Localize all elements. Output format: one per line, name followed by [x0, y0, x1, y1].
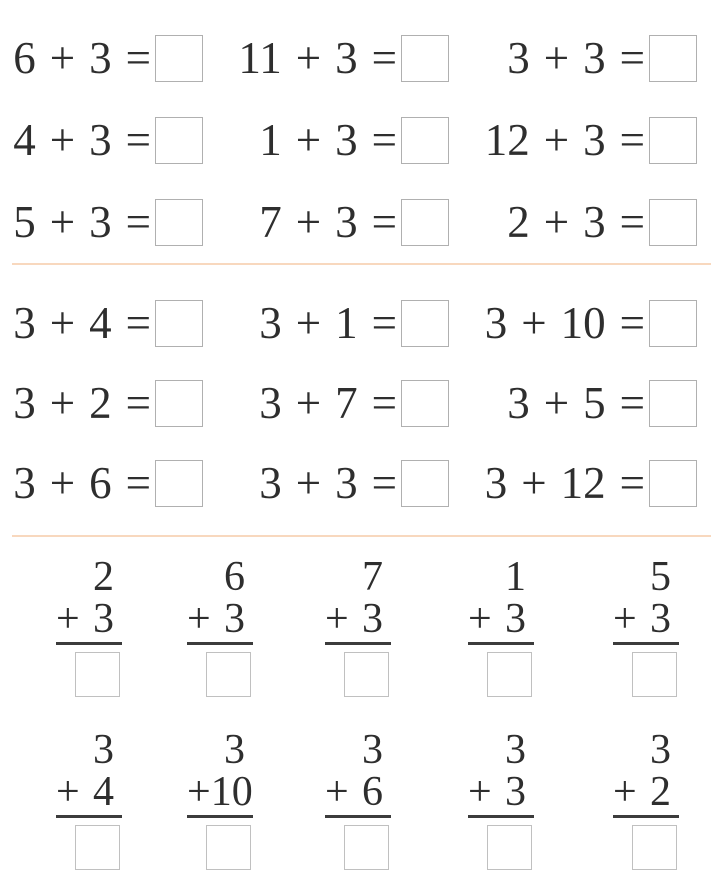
- addend-first: 3: [259, 458, 282, 508]
- vertical-addition-problem: [613, 729, 679, 870]
- addition-problem: [203, 298, 449, 348]
- addend-first: 5: [650, 554, 671, 600]
- addend-first: 3: [650, 727, 671, 773]
- answer-box[interactable]: [155, 300, 203, 347]
- answer-box[interactable]: [401, 460, 449, 507]
- equals-sign: =: [125, 378, 151, 428]
- answer-box[interactable]: [344, 825, 389, 870]
- plus-sign: +: [49, 115, 76, 165]
- addend-first: 3: [507, 33, 530, 83]
- addend-second: 3: [583, 33, 606, 83]
- section-divider: [12, 535, 711, 537]
- section-divider: [12, 263, 711, 265]
- addition-problem: [203, 458, 449, 508]
- equals-sign: =: [125, 458, 151, 508]
- plus-sign: +: [295, 298, 322, 348]
- section-horizontal-addition-2: [0, 298, 725, 508]
- addend-first: 7: [362, 554, 383, 600]
- problem-row: [0, 298, 725, 348]
- answer-box[interactable]: [155, 35, 203, 82]
- answer-box[interactable]: [206, 825, 251, 870]
- equation-text: [13, 115, 151, 165]
- equation-text: [13, 33, 151, 83]
- answer-box[interactable]: [632, 825, 677, 870]
- addend-second: 3: [335, 33, 358, 83]
- equation-text: [507, 378, 645, 428]
- addend-line: [187, 771, 253, 813]
- addend-first: 3: [505, 727, 526, 773]
- problem-row: [0, 33, 725, 83]
- addend-first: 2: [93, 554, 114, 600]
- addend-first: 3: [362, 727, 383, 773]
- equation-text: [507, 197, 645, 247]
- answer-box[interactable]: [649, 460, 697, 507]
- vertical-addition-problem: [468, 556, 534, 697]
- equation-text: [259, 197, 397, 247]
- equals-sign: =: [371, 378, 397, 428]
- addend-line: [325, 598, 391, 640]
- answer-box[interactable]: [401, 300, 449, 347]
- section-vertical-addition: [0, 556, 725, 870]
- plus-sign: +: [49, 298, 76, 348]
- addend-second: 3: [335, 115, 358, 165]
- addition-problem: [0, 378, 203, 428]
- sum-line: [613, 815, 679, 818]
- equals-sign: =: [371, 115, 397, 165]
- addend-second: 3: [335, 197, 358, 247]
- equals-sign: =: [619, 298, 645, 348]
- answer-box[interactable]: [487, 825, 532, 870]
- equation-text: [259, 458, 397, 508]
- plus-sign: +: [56, 769, 80, 815]
- plus-sign: +: [49, 378, 76, 428]
- plus-sign: +: [187, 769, 211, 815]
- plus-sign: +: [521, 298, 547, 348]
- addend-second: 2: [650, 769, 671, 815]
- equals-sign: =: [371, 458, 397, 508]
- plus-sign: +: [543, 197, 570, 247]
- addend-second: 3: [89, 197, 112, 247]
- addend-first: 3: [13, 378, 36, 428]
- answer-box[interactable]: [649, 117, 697, 164]
- answer-box[interactable]: [649, 300, 697, 347]
- answer-box[interactable]: [649, 380, 697, 427]
- sum-line: [187, 642, 253, 645]
- equals-sign: =: [125, 197, 151, 247]
- addend-first: 3: [507, 378, 530, 428]
- vertical-addition-problem: [468, 729, 534, 870]
- vertical-addition-problem: [187, 729, 253, 870]
- sum-line: [56, 815, 122, 818]
- addend-first: 2: [507, 197, 530, 247]
- addend-second: 10: [560, 298, 606, 348]
- answer-box[interactable]: [75, 825, 120, 870]
- addition-problem: [203, 197, 449, 247]
- equation-text: [13, 458, 151, 508]
- addend-line: [468, 771, 534, 813]
- plus-sign: +: [295, 115, 322, 165]
- equals-sign: =: [125, 33, 151, 83]
- addend-second: 5: [583, 378, 606, 428]
- addition-problem: [449, 115, 697, 165]
- addend-second: 12: [560, 458, 606, 508]
- equation-text: [259, 298, 397, 348]
- addend-first: 1: [505, 554, 526, 600]
- plus-sign: +: [295, 197, 322, 247]
- problem-row: [0, 197, 725, 247]
- answer-box[interactable]: [155, 117, 203, 164]
- addend-second: 6: [362, 769, 383, 815]
- answer-box[interactable]: [155, 199, 203, 246]
- addend-first: 3: [224, 727, 245, 773]
- vertical-addition-problem: [325, 556, 391, 697]
- addend-line: [613, 598, 679, 640]
- plus-sign: +: [543, 378, 570, 428]
- answer-box[interactable]: [632, 652, 677, 697]
- problem-row: [0, 556, 725, 697]
- sum-line: [613, 642, 679, 645]
- addend-line: [325, 771, 391, 813]
- addend-line: [56, 598, 122, 640]
- addend-first: 3: [13, 298, 36, 348]
- plus-sign: +: [325, 769, 349, 815]
- answer-box[interactable]: [401, 35, 449, 82]
- addition-problem: [0, 33, 203, 83]
- plus-sign: +: [543, 33, 570, 83]
- plus-sign: +: [468, 769, 492, 815]
- addition-problem: [203, 33, 449, 83]
- addend-first: 4: [13, 115, 36, 165]
- addend-first: 7: [259, 197, 282, 247]
- equals-sign: =: [371, 197, 397, 247]
- sum-line: [325, 642, 391, 645]
- addend-second: 7: [335, 378, 358, 428]
- addend-second: 4: [89, 298, 112, 348]
- addend-first: 3: [259, 298, 282, 348]
- addend-second: 3: [583, 115, 606, 165]
- vertical-addition-problem: [187, 556, 253, 697]
- addition-problem: [449, 33, 697, 83]
- answer-box[interactable]: [155, 380, 203, 427]
- equals-sign: =: [619, 115, 645, 165]
- addition-problem: [0, 197, 203, 247]
- equals-sign: =: [619, 197, 645, 247]
- equation-text: [13, 197, 151, 247]
- equation-text: [238, 33, 397, 83]
- plus-sign: +: [295, 33, 322, 83]
- addend-line: [613, 771, 679, 813]
- plus-sign: +: [468, 596, 492, 642]
- equation-text: [13, 378, 151, 428]
- problem-row: [0, 378, 725, 428]
- problem-row: [0, 729, 725, 870]
- addend-first: 6: [224, 554, 245, 600]
- answer-box[interactable]: [155, 460, 203, 507]
- addition-problem: [0, 458, 203, 508]
- plus-sign: +: [543, 115, 570, 165]
- addend-second: 3: [335, 458, 358, 508]
- addend-second: 3: [505, 596, 526, 642]
- addend-first: 3: [484, 458, 508, 508]
- equals-sign: =: [371, 298, 397, 348]
- answer-box[interactable]: [75, 652, 120, 697]
- equals-sign: =: [125, 115, 151, 165]
- addition-problem: [449, 298, 697, 348]
- equals-sign: =: [619, 458, 645, 508]
- addend-second: 4: [93, 769, 114, 815]
- sum-line: [468, 642, 534, 645]
- addend-second: 6: [89, 458, 112, 508]
- addend-first: 3: [93, 727, 114, 773]
- equation-text: [13, 298, 151, 348]
- addend-second: 1: [335, 298, 358, 348]
- addition-problem: [203, 115, 449, 165]
- problem-row: [0, 458, 725, 508]
- addend-second: 2: [89, 378, 112, 428]
- plus-sign: +: [49, 458, 76, 508]
- answer-box[interactable]: [649, 35, 697, 82]
- equation-text: [259, 378, 397, 428]
- addend-first: 3: [13, 458, 36, 508]
- sum-line: [325, 815, 391, 818]
- equation-text: [485, 458, 645, 508]
- vertical-addition-problem: [325, 729, 391, 870]
- plus-sign: +: [187, 596, 211, 642]
- answer-box[interactable]: [401, 380, 449, 427]
- section-horizontal-addition-1: [0, 33, 725, 247]
- addend-second: 3: [362, 596, 383, 642]
- answer-box[interactable]: [401, 199, 449, 246]
- addend-line: [56, 771, 122, 813]
- equation-text: [507, 33, 645, 83]
- addition-problem: [203, 378, 449, 428]
- addition-problem: [449, 197, 697, 247]
- plus-sign: +: [325, 596, 349, 642]
- equals-sign: =: [619, 33, 645, 83]
- addend-first: 6: [13, 33, 36, 83]
- problem-row: [0, 115, 725, 165]
- addend-second: 3: [93, 596, 114, 642]
- equation-text: [485, 298, 645, 348]
- sum-line: [187, 815, 253, 818]
- answer-box[interactable]: [206, 652, 251, 697]
- plus-sign: +: [521, 458, 547, 508]
- addition-problem: [0, 115, 203, 165]
- addend-second: 3: [650, 596, 671, 642]
- equals-sign: =: [125, 298, 151, 348]
- addend-first: 1: [259, 115, 282, 165]
- equals-sign: =: [371, 33, 397, 83]
- addend-line: [187, 598, 253, 640]
- answer-box[interactable]: [344, 652, 389, 697]
- addend-second: 3: [89, 33, 112, 83]
- addend-second: 3: [505, 769, 526, 815]
- addition-problem: [449, 378, 697, 428]
- answer-box[interactable]: [487, 652, 532, 697]
- addend-first: 11: [238, 33, 282, 83]
- addend-first: 5: [13, 197, 36, 247]
- plus-sign: +: [49, 33, 76, 83]
- addend-second: 3: [89, 115, 112, 165]
- plus-sign: +: [613, 769, 637, 815]
- plus-sign: +: [295, 378, 322, 428]
- addition-problem: [449, 458, 697, 508]
- vertical-addition-problem: [56, 729, 122, 870]
- addend-first: 3: [484, 298, 508, 348]
- addend-second: 3: [583, 197, 606, 247]
- sum-line: [468, 815, 534, 818]
- plus-sign: +: [49, 197, 76, 247]
- addend-first: 3: [259, 378, 282, 428]
- plus-sign: +: [295, 458, 322, 508]
- vertical-addition-problem: [613, 556, 679, 697]
- addend-second: 3: [224, 596, 245, 642]
- addition-problem: [0, 298, 203, 348]
- addend-first: 12: [484, 115, 530, 165]
- equals-sign: =: [619, 378, 645, 428]
- addend-second: 10: [210, 769, 253, 815]
- equation-text: [485, 115, 645, 165]
- addend-line: [468, 598, 534, 640]
- equation-text: [259, 115, 397, 165]
- plus-sign: +: [613, 596, 637, 642]
- answer-box[interactable]: [401, 117, 449, 164]
- plus-sign: +: [56, 596, 80, 642]
- vertical-addition-problem: [56, 556, 122, 697]
- sum-line: [56, 642, 122, 645]
- answer-box[interactable]: [649, 199, 697, 246]
